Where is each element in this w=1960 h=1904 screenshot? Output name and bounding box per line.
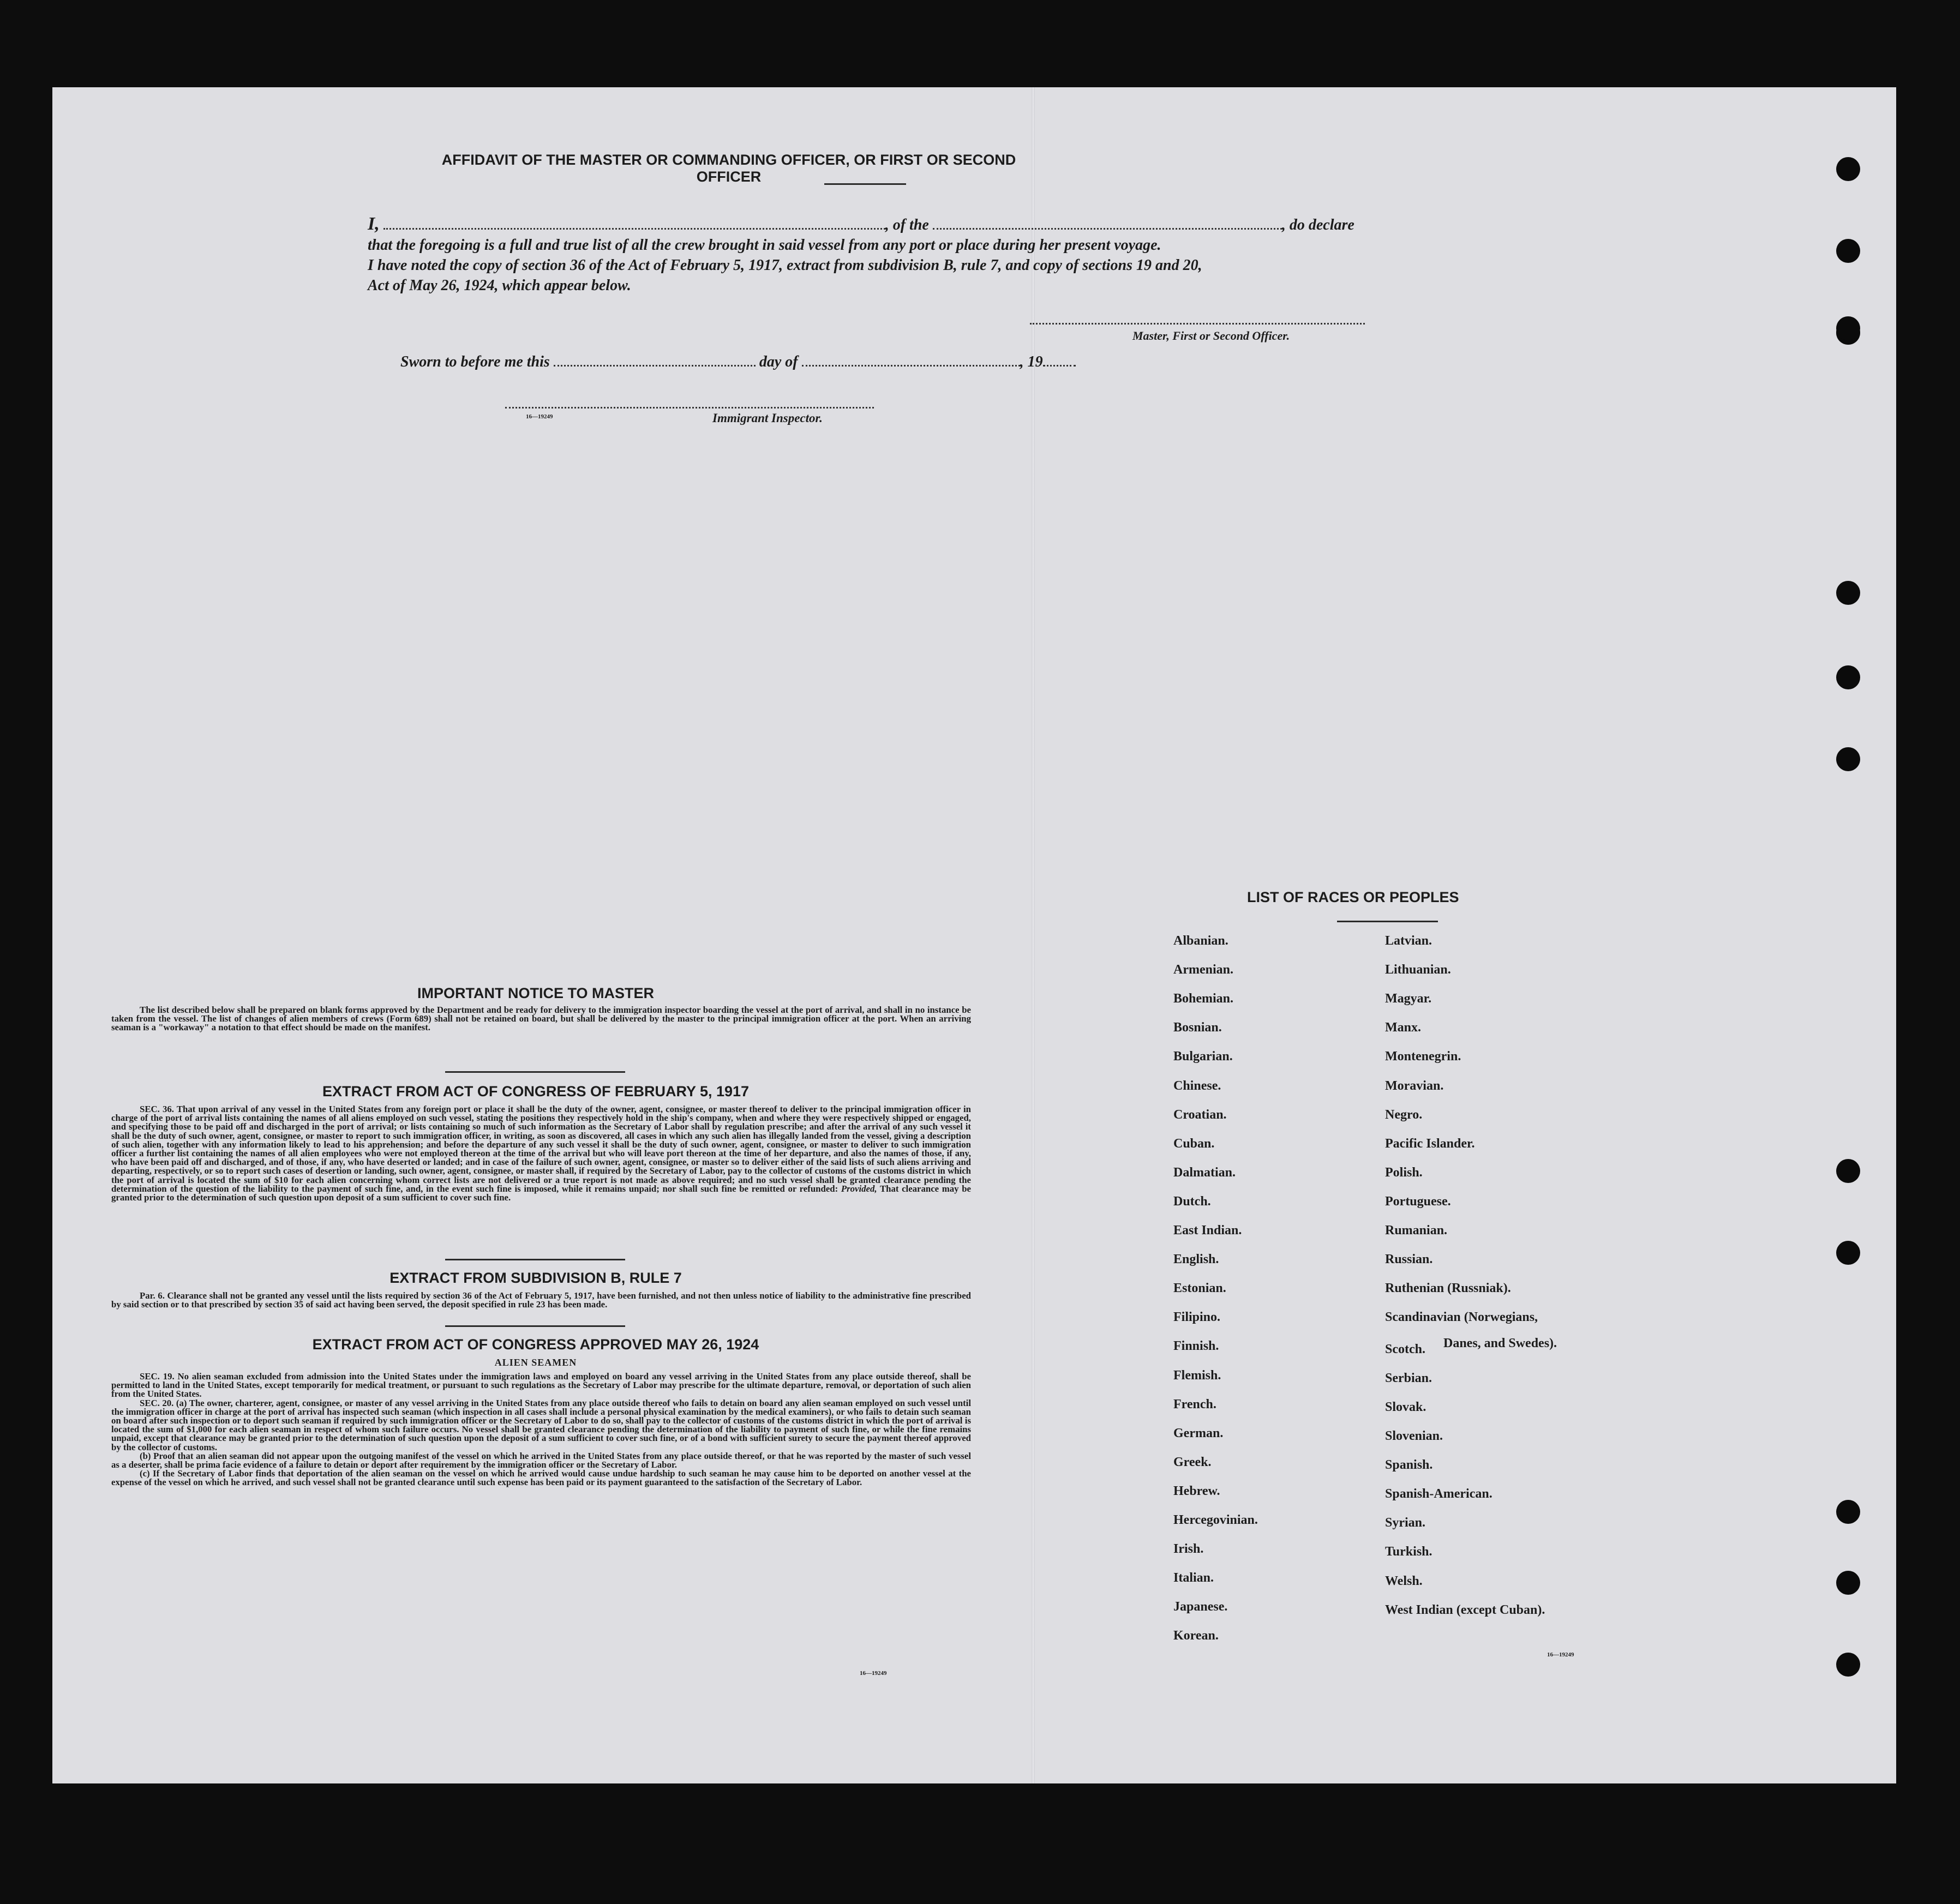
race-item: Montenegrin. (1385, 1049, 1461, 1064)
race-item: Irish. (1173, 1542, 1204, 1557)
race-item: Dutch. (1173, 1194, 1211, 1209)
declaration-line: I, , of the , do declare (368, 214, 1354, 234)
punch-hole (1836, 665, 1860, 689)
race-item: Finnish. (1173, 1339, 1219, 1354)
sworn-year-field[interactable] (1043, 365, 1076, 367)
race-item: East Indian. (1173, 1223, 1242, 1238)
extract-1917-text: SEC. 36. That upon arrival of any vessel in the United States from any foreign port or place it shall be the duty of the owner, agent, consignee, or master thereof to deliver to the principal immigration officer in charge of the port of arrival lists containing the names of all aliens employed on such vessel, stating the positions they respectively hold in the ship's company, when and where they were respectively shipped or engaged, and specifying those to be paid off and discharged in the port of arrival; or lists containing so much of such information as the Secretary of Labor shall by regulation prescribe; and after the arrival of any such vessel it shall be the duty of such owner, agent, consignee, or master to report to such immigration officer, in writing, as soon as discovered, all cases in which any such alien has illegally landed from the vessel, giving a description of such alien, together with any information likely to lead to his apprehension; and before the departure of any such vessel it shall be the duty of such owner, agent, consignee, or master to deliver to such immigration officer a further list containing the names of all alien employees who were not employed thereon at the time of the arrival but who will leave port thereon at the time of her departure, and also the names of those, if any, who have been paid off and discharged, and of those, if any, who have deserted or landed; and in case of the failure of such owner, agent, consignee, or master so to deliver either of the said lists of such aliens arriving and departing, respectively, or so to report such cases of desertion or landing, such owner, agent, consignee, or master shall, if required by the Secretary of Labor, pay to the collector of customs of the customs district in which the port of arrival is located the sum of $10 for each alien concerning whom correct lists are not delivered or a true report is not made as above required; and no such vessel shall be granted clearance pending the determination of the question of the liability to the payment of such fine, and, in the event such fine is imposed, while it remains unpaid; nor shall such fine be remitted or refunded: Provided, That clearance may be granted prior to the determination of such question upon deposit of a sum sufficient to cover such fine. (111, 1104, 971, 1203)
race-item: Dalmatian. (1173, 1165, 1236, 1180)
race-item: Scandinavian (Norwegians, (1385, 1310, 1538, 1325)
race-item: Serbian. (1385, 1371, 1432, 1385)
race-item: Chinese. (1173, 1078, 1221, 1093)
punch-hole (1836, 157, 1860, 181)
race-item: Moravian. (1385, 1078, 1444, 1093)
race-item: Turkish. (1385, 1545, 1432, 1559)
punch-hole (1836, 1653, 1860, 1677)
title-rule (1337, 921, 1438, 922)
race-item: Latvian. (1385, 934, 1432, 948)
race-item: Rumanian. (1385, 1223, 1448, 1238)
race-item: Ruthenian (Russniak). (1385, 1281, 1511, 1296)
rule7-title: EXTRACT FROM SUBDIVISION B, RULE 7 (389, 1270, 682, 1286)
race-item: Hebrew. (1173, 1483, 1220, 1498)
punch-hole (1836, 239, 1860, 263)
notice-title: IMPORTANT NOTICE TO MASTER (417, 985, 654, 1001)
race-item: English. (1173, 1252, 1219, 1267)
declaration-line-4: Act of May 26, 1924, which appear below. (368, 277, 631, 294)
declaration-line-2: that the foregoing is a full and true list of all the crew brought in said vessel from any port or place during her present voyage. (368, 237, 1161, 254)
race-item: Korean. (1173, 1629, 1219, 1643)
page-fold (1032, 87, 1035, 1783)
race-item: Russian. (1385, 1252, 1433, 1267)
sworn-month-field[interactable] (802, 365, 1020, 367)
sworn-line: Sworn to before me this day of , 19 (400, 353, 1076, 371)
race-item: Armenian. (1173, 963, 1233, 977)
title-rule (824, 183, 906, 185)
races-title: LIST OF RACES OR PEOPLES (1247, 889, 1459, 905)
punch-hole (1836, 1571, 1860, 1595)
race-item: Bohemian. (1173, 992, 1234, 1006)
race-item: Scotch. (1385, 1342, 1425, 1356)
race-item: Cuban. (1173, 1136, 1215, 1151)
master-signature-label: Master, First or Second Officer. (1132, 329, 1290, 343)
section-rule (445, 1259, 625, 1260)
race-item: Bulgarian. (1173, 1049, 1233, 1064)
vessel-field[interactable] (933, 228, 1282, 230)
race-item: Filipino. (1173, 1310, 1221, 1325)
race-item: Slovenian. (1385, 1429, 1443, 1443)
race-item: Negro. (1385, 1107, 1423, 1122)
affidavit-text (368, 214, 1437, 296)
race-item-continuation: Danes, and Swedes). (1443, 1336, 1557, 1350)
race-item: Portuguese. (1385, 1194, 1451, 1209)
race-item: West Indian (except Cuban). (1385, 1602, 1545, 1617)
affidavit-title: AFFIDAVIT OF THE MASTER OR COMMANDING OFFICER, OR FIRST OR SECOND OFFICER (441, 152, 1016, 185)
alien-seamen-subtitle: ALIEN SEAMEN (494, 1357, 577, 1368)
extract-1917-title: EXTRACT FROM ACT OF CONGRESS OF FEBRUARY 5, 1917 (322, 1083, 750, 1100)
race-item: Croatian. (1173, 1107, 1227, 1122)
race-item: Pacific Islander. (1385, 1136, 1475, 1151)
declaration-line-3: I have noted the copy of section 36 of the Act of February 5, 1917, extract from subdivision B, rule 7, and copy of sections 19 and 20, (368, 257, 1202, 274)
punch-hole (1836, 1500, 1860, 1524)
race-item: Lithuanian. (1385, 963, 1451, 977)
inspector-label: Immigrant Inspector. (712, 411, 823, 425)
inspector-signature-line[interactable] (505, 407, 874, 409)
race-item: Italian. (1173, 1571, 1214, 1585)
rule7-text: Par. 6. Clearance shall not be granted any vessel until the lists required by section 36 of the Act of February 5, 1917, have been furnished, and not then unless notice of liability to the administrative fine prescribed by said section or to that prescribed by section 35 of said act having been served, the deposit specified in rule 23 has been made. (111, 1290, 971, 1310)
race-item: Syrian. (1385, 1516, 1426, 1530)
section-rule (445, 1071, 625, 1073)
section-rule (445, 1325, 625, 1327)
race-item: Hercegovinian. (1173, 1513, 1258, 1527)
race-item: Bosnian. (1173, 1020, 1222, 1035)
punch-hole (1836, 747, 1860, 771)
race-item: Spanish. (1385, 1458, 1433, 1473)
race-item: Estonian. (1173, 1281, 1226, 1296)
race-item: French. (1173, 1397, 1216, 1412)
form-number: 16—19249 (860, 1670, 887, 1677)
race-item: Magyar. (1385, 992, 1432, 1006)
master-signature-line[interactable] (1030, 323, 1365, 325)
race-item: Japanese. (1173, 1600, 1228, 1614)
race-item: Flemish. (1173, 1368, 1221, 1383)
race-item: Manx. (1385, 1020, 1421, 1035)
name-field[interactable] (383, 228, 885, 230)
document-sheet (52, 87, 1896, 1783)
extract-1924-title: EXTRACT FROM ACT OF CONGRESS APPROVED MAY 26, 1924 (312, 1336, 759, 1353)
notice-text: The list described below shall be prepared on blank forms approved by the Department and be ready for delivery to the immigration inspector boarding the vessel at the port of arrival, and shall in no instance be taken from the vessel. The list of changes of alien members of crews (Form 689) shall not be retained on board, but shall be delivered by the master to the principal immigration officer at the port. When an arriving seaman is a "workaway" a notation to that effect should be made on the manifest. (111, 1005, 971, 1033)
race-item: Albanian. (1173, 934, 1228, 948)
race-item: Welsh. (1385, 1573, 1423, 1588)
race-item: Spanish-American. (1385, 1487, 1493, 1501)
sworn-day-field[interactable] (554, 365, 756, 367)
extract-1924-text: SEC. 19. No alien seaman excluded from admission into the United States under the immigration laws and employed on board any vessel arriving in the United States from any place outside thereof, shall be permitted to land in the United States, except temporarily for medical treatment, or pursuant to such regulations as the Secretary of Labor may prescribe for the ultimate departure, removal, or deportation of such alien from the United States. SEC. 20. (a) The owner, charterer, agent, consignee, or master of any vessel arriving in the United States from any place outside thereof who fails to detain on board any alien seaman employed on such vessel until the immigration officer in charge at the port of arrival has inspected such seaman (which inspection in all cases shall include a personal physical examination by the medical examiners), or who fails to detain such seaman on board after such inspection or to deport such seaman if required by such immigration officer or the Secretary of Labor to do so, shall pay to the collector of customs of the customs district in which the port of arrival is located the sum of $1,000 for each alien seaman in respect of whom such failure occurs. No vessel shall be granted clearance pending the determination of the liability to payment of such fine, or while the fine remains unpaid, except that clearance may be granted prior to the determination of such question upon the deposit of a sum sufficient to cover such fine, or of a bond with sufficient surety to secure the payment thereof approved by the collector of customs. (b) Proof that an alien seaman did not appear upon the outgoing manifest of the vessel on which he arrived in the United States from any place outside thereof, or that he was reported by the master of such vessel as a deserter, shall be prima facie evidence of a failure to detain or deport after requirement by the immigration officer or the Secretary of Labor. (c) If the Secretary of Labor finds that deportation of the alien seaman on the vessel on which he arrived would cause undue hardship to such seaman he may cause him to be deported on another vessel at the expense of the vessel on which he arrived, and such vessel shall not be granted clearance until such expense has been paid or its payment guaranteed to the satisfaction of the Secretary of Labor. (111, 1371, 971, 1488)
race-item: Polish. (1385, 1165, 1423, 1180)
race-item: Slovak. (1385, 1400, 1426, 1414)
punch-hole (1836, 1159, 1860, 1183)
race-item: Greek. (1173, 1455, 1212, 1469)
race-item: German. (1173, 1426, 1224, 1440)
punch-hole (1836, 1241, 1860, 1265)
form-number: 16—19249 (526, 413, 553, 420)
punch-hole (1836, 316, 1860, 340)
punch-hole (1836, 581, 1860, 605)
form-number: 16—19249 (1547, 1651, 1574, 1658)
